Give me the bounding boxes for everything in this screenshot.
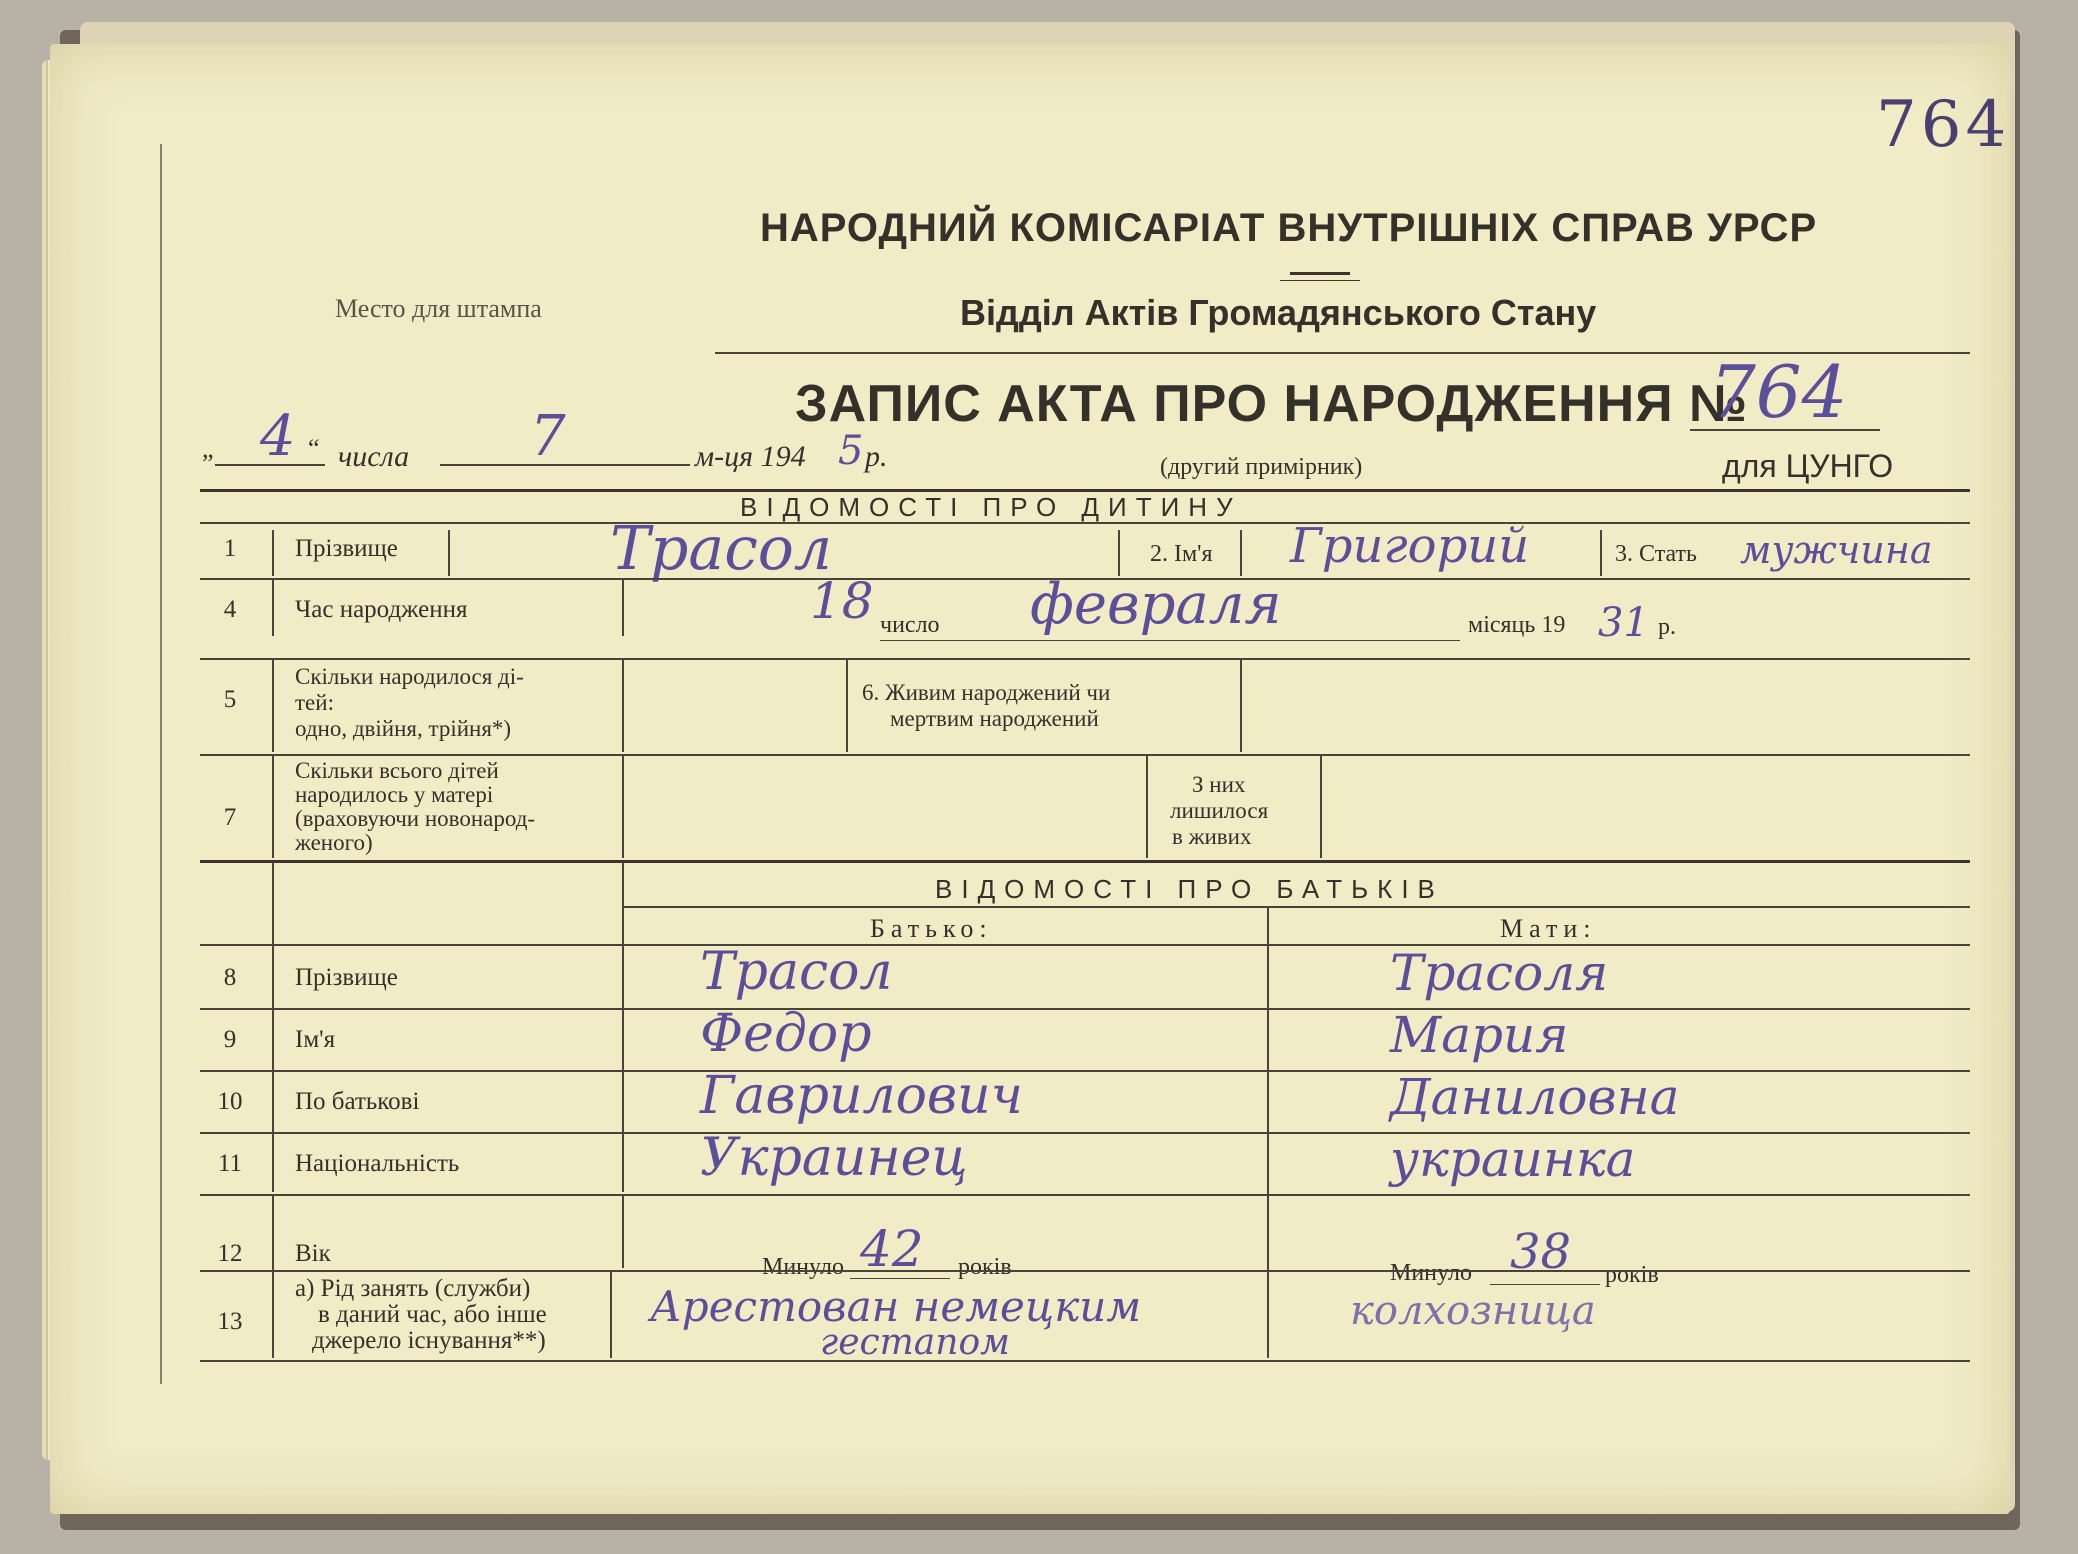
father-age-line [850, 1278, 950, 1279]
birth-month-value: февраля [1030, 572, 1282, 637]
total-children-label-4: женого) [295, 830, 373, 855]
row-rule [200, 1070, 1970, 1072]
occupation-label-3: джерело існування**) [312, 1327, 546, 1354]
mother-value: украинка [1390, 1130, 1636, 1188]
row-number: 7 [223, 804, 237, 831]
row-divider [622, 1194, 624, 1268]
row-divider [1240, 660, 1242, 752]
record-number-line [1690, 429, 1880, 431]
record-number: 764 [1710, 350, 1848, 434]
row-number: 10 [217, 1088, 243, 1115]
birth-day-label: число [880, 612, 940, 638]
father-value: Гаврилович [700, 1066, 1023, 1126]
row-divider [1146, 756, 1148, 858]
date-day-line [215, 464, 325, 466]
alive-label-2: мертвим народжений [890, 706, 1099, 731]
row-divider [272, 1194, 274, 1358]
mother-value: Даниловна [1390, 1068, 1680, 1126]
total-children-label-3: (враховуючи новонарод- [295, 806, 536, 831]
age-label: Вік [295, 1240, 331, 1267]
children-count-label-1: Скільки народилося ді- [295, 664, 524, 689]
row-number: 13 [217, 1308, 243, 1335]
father-value: Украинец [700, 1128, 968, 1188]
row-rule [200, 1270, 1970, 1272]
archive-number: 764 [1876, 88, 2011, 162]
row-divider [1320, 756, 1322, 858]
header-divider-ornament [1290, 272, 1350, 275]
row-divider [1600, 530, 1602, 576]
total-children-label-1: Скільки всього дітей [295, 758, 499, 783]
header-divider-ornament-2 [1280, 280, 1360, 281]
row-number: 8 [223, 964, 237, 991]
row-divider [846, 660, 848, 752]
father-value: Федор [700, 1004, 872, 1064]
father-age-suffix: років [958, 1254, 1012, 1280]
birth-record-card [50, 44, 2010, 1514]
child-name-label: 2. Ім'я [1150, 541, 1213, 567]
ministry-title: НАРОДНИЙ КОМІСАРІАТ ВНУТРІШНІХ СПРАВ УРСР [760, 206, 1818, 250]
date-year-suffix: р. [865, 440, 888, 473]
parent-row-label: По батькові [295, 1088, 420, 1115]
row-rule [200, 1008, 1970, 1010]
birth-year-suffix: р. [1658, 614, 1676, 640]
date-day: 4 [260, 404, 296, 469]
father-age-value: 42 [860, 1220, 924, 1278]
children-count-label-2: тей: [295, 690, 334, 715]
row-divider [448, 530, 450, 576]
child-section-title: ВІДОМОСТІ ПРО ДИТИНУ [740, 492, 1242, 522]
mother-age-value: 38 [1510, 1224, 1572, 1280]
row-divider [622, 756, 624, 858]
row-divider [1240, 530, 1242, 576]
copy-note: (другий примірник) [1160, 454, 1363, 480]
row-divider [272, 660, 274, 752]
mother-value: Мария [1390, 1006, 1569, 1064]
alive-label-1: 6. Живим народжений чи [862, 680, 1111, 705]
left-margin-rule [160, 144, 162, 1384]
mother-age-suffix: років [1605, 1262, 1659, 1288]
date-quote-open: „ [202, 434, 214, 463]
row-number: 12 [217, 1240, 243, 1267]
father-header: Батько: [870, 914, 993, 943]
row-rule [200, 658, 1970, 660]
record-title: ЗАПИС АКТА ПРО НАРОДЖЕННЯ № [795, 375, 1749, 433]
birth-time-label: Час народження [295, 596, 468, 623]
birth-year-value: 31 [1598, 600, 1649, 646]
father-age-prefix: Минуло [762, 1254, 844, 1280]
row-number: 9 [223, 1026, 237, 1053]
parent-row-label: Національність [295, 1150, 460, 1177]
row-rule [200, 1132, 1970, 1134]
occupation-label-1: а) Рід занять (служби) [295, 1275, 531, 1302]
mother-age-line [1490, 1284, 1600, 1285]
row-divider [610, 1272, 612, 1358]
row-divider [622, 862, 624, 1192]
total-children-label-2: народилось у матері [295, 782, 494, 807]
date-month-label: м-ця 194 [695, 440, 806, 473]
row-divider [1118, 530, 1120, 576]
survived-label-2: лишилося [1170, 798, 1269, 823]
parents-header-rule [200, 944, 1970, 946]
father-occupation-1: Арестован немецким [650, 1282, 1142, 1331]
mother-value: Трасоля [1390, 944, 1609, 1002]
date-month: 7 [530, 404, 566, 469]
row-divider [272, 862, 274, 1192]
child-name-value: Григорий [1290, 518, 1530, 574]
row-divider [272, 530, 274, 576]
department-title: Відділ Актів Громадянського Стану [960, 292, 1597, 333]
mother-occupation: колхозница [1350, 1288, 1596, 1334]
child-sex-label: 3. Стать [1615, 541, 1697, 567]
parent-row-label: Прізвище [295, 964, 398, 991]
child-sex-value: мужчина [1740, 528, 1933, 572]
birth-day-value: 18 [810, 572, 874, 630]
date-day-label: числа [338, 440, 410, 473]
row-divider [272, 580, 274, 636]
child-section-end-rule [200, 860, 1970, 863]
mother-age-prefix: Минуло [1390, 1260, 1472, 1286]
birth-month-label: місяць 19 [1468, 612, 1566, 638]
row-divider [272, 756, 274, 858]
child-surname-label: Прізвище [295, 535, 398, 562]
destination-label: для ЦУНГО [1722, 448, 1894, 484]
child-surname-value: Трасол [610, 514, 833, 584]
mother-header: Мати: [1500, 914, 1597, 943]
parents-title-rule [622, 906, 1970, 908]
parent-row-label: Ім'я [295, 1026, 336, 1053]
table-bottom-rule [200, 1360, 1970, 1362]
stamp-place-label: Место для штампа [335, 294, 542, 323]
parents-section-title: ВІДОМОСТІ ПРО БАТЬКІВ [935, 874, 1444, 904]
row-rule [200, 754, 1970, 756]
father-occupation-2: гестапом [820, 1322, 1010, 1363]
survived-label-1: З них [1192, 772, 1246, 797]
date-year-digit: 5 [838, 428, 864, 474]
father-value: Трасол [700, 942, 893, 1002]
children-count-label-3: одно, двійня, трійня*) [295, 716, 512, 741]
row-divider [622, 660, 624, 752]
occupation-label-2: в даний час, або інше [318, 1301, 547, 1328]
child-title-rule [200, 522, 1970, 524]
row-divider [622, 580, 624, 636]
date-quote-close: “ [308, 434, 320, 463]
date-month-line [440, 464, 690, 466]
survived-label-3: в живих [1172, 824, 1252, 849]
row-number: 1 [223, 535, 237, 562]
row-rule [200, 1194, 1970, 1196]
row-number: 4 [223, 596, 237, 623]
birth-line [880, 640, 1460, 641]
row-number: 11 [217, 1150, 243, 1177]
row-number: 5 [223, 686, 237, 713]
